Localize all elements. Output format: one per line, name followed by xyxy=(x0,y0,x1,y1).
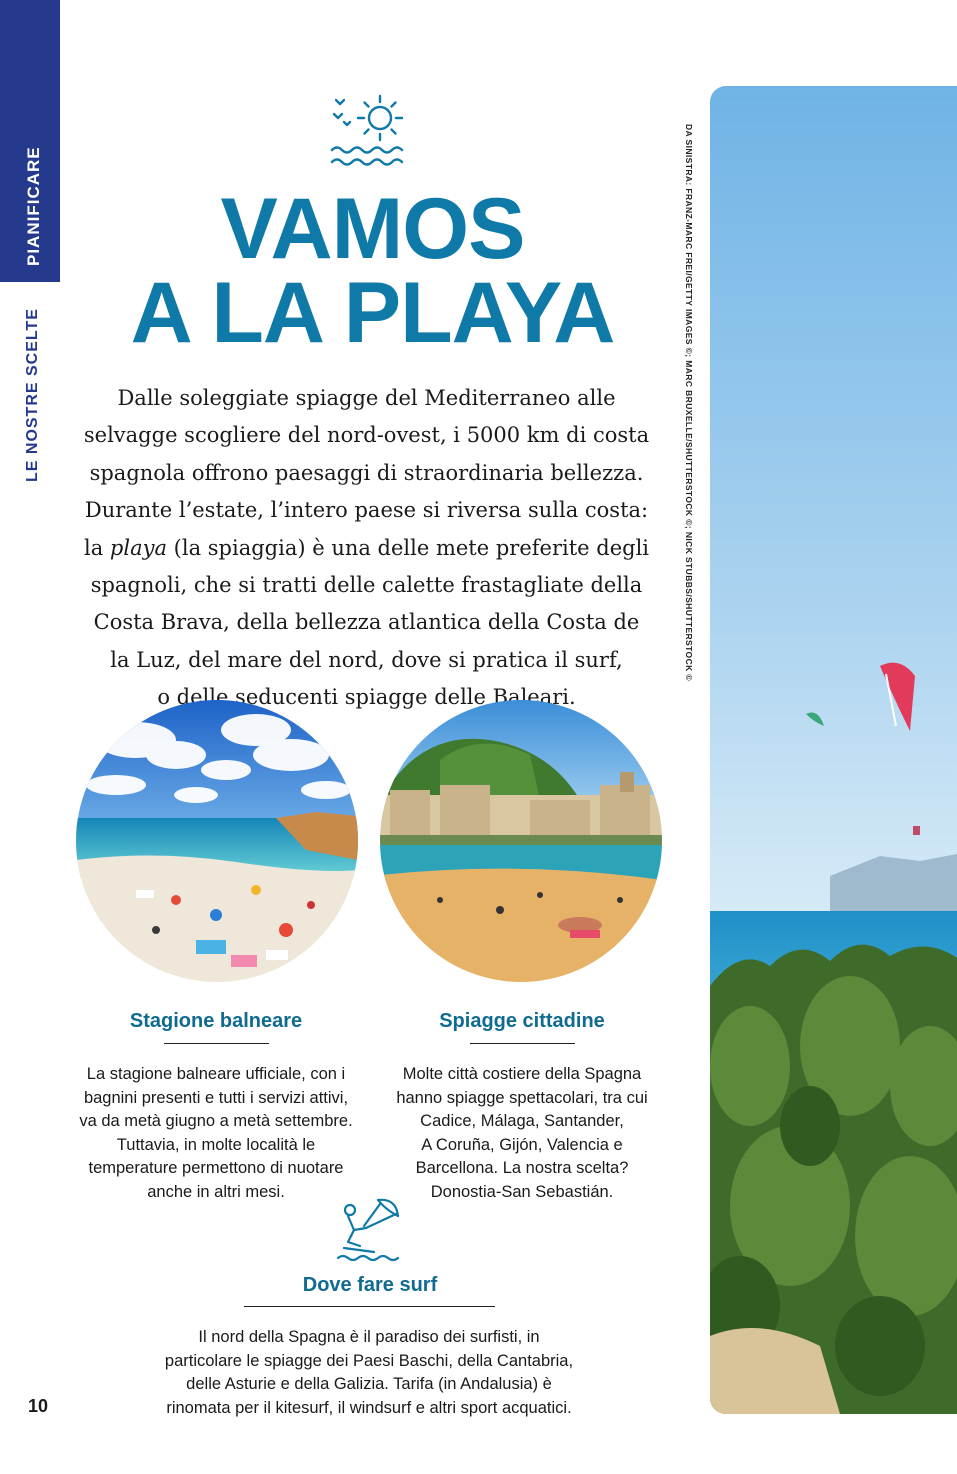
text-line: Il nord della Spagna è il paradiso dei surfisti, in xyxy=(198,1328,540,1346)
text-line: Cadice, Málaga, Santander, xyxy=(420,1112,624,1130)
section-text-cittadine xyxy=(372,1063,672,1204)
page-title-line-1: VAMOS xyxy=(220,181,525,277)
section-heading-stagione: Stagione balneare xyxy=(129,1010,303,1032)
beach-photo-san-sebastian xyxy=(380,700,662,982)
page-number: 10 xyxy=(28,1396,49,1416)
text-line: Donostia-San Sebastián. xyxy=(430,1182,614,1201)
intro-line: o delle seducenti spiagge delle Baleari. xyxy=(157,685,576,710)
kitesurf-beach-photo xyxy=(710,86,957,1414)
section-tab-label: PIANIFICARE xyxy=(24,146,43,266)
heading-divider xyxy=(244,1306,495,1307)
heading-divider xyxy=(164,1043,269,1044)
section-text-stagione xyxy=(66,1063,366,1204)
section-heading-cittadine: Spiagge cittadine xyxy=(439,1010,605,1032)
beach-photo-mediterranean xyxy=(76,700,358,982)
text-line: A Coruña, Gijón, Valencia e xyxy=(421,1135,623,1154)
heading-divider xyxy=(470,1043,575,1044)
text-line: particolare le spiagge dei Paesi Baschi, della Cantabria, xyxy=(164,1351,574,1370)
page-title-line-2: A LA PLAYA xyxy=(130,265,615,361)
sun-waves-icon xyxy=(326,92,414,176)
intro-line: Durante l’estate, l’intero paese si riversa sulla costa: xyxy=(84,498,649,523)
subsection-label: LE NOSTRE SCELTE xyxy=(24,308,41,482)
intro-paragraph xyxy=(64,380,669,717)
text-line: va da metà giugno a metà settembre. xyxy=(79,1112,353,1130)
text-line: temperature permettono di nuotare xyxy=(88,1159,344,1177)
text-line: Molte città costiere della Spagna xyxy=(402,1065,642,1083)
italic-term: playa xyxy=(109,535,167,560)
section-heading-surf: Dove fare surf xyxy=(302,1274,438,1296)
intro-line: Costa Brava, della bellezza atlantica della Costa de xyxy=(93,610,640,635)
section-text-surf xyxy=(129,1326,609,1420)
intro-line: la Luz, del mare del nord, dove si pratica il surf, xyxy=(110,647,623,672)
intro-line: Dalle soleggiate spiagge del Mediterraneo alle xyxy=(117,386,616,410)
kitesurfer-icon xyxy=(334,1196,404,1264)
text-line: Barcellona. La nostra scelta? xyxy=(415,1159,629,1177)
text-line: Tuttavia, in molte località le xyxy=(116,1135,316,1154)
text-line: hanno spiagge spettacolari, tra cui xyxy=(396,1088,648,1107)
photo-credit: DA SINISTRA: FRANZ-MARC FREI/GETTY IMAGES ©; MARC BRUXELLE/SHUTTERSTOCK ©; NICK STUBBS/SHUTTERSTOCK © xyxy=(684,124,694,682)
intro-line xyxy=(64,530,669,567)
intro-line: spagnola offrono paesaggi di straordinaria bellezza. xyxy=(89,460,644,485)
text-line: bagnini presenti e tutti i servizi attivi, xyxy=(83,1088,349,1107)
text-line: rinomata per il kitesurf, il windsurf e altri sport acquatici. xyxy=(166,1398,572,1417)
intro-text: (la spiaggia) è una delle mete preferite degli xyxy=(166,535,649,560)
text-line: anche in altri mesi. xyxy=(147,1182,285,1201)
intro-text: la xyxy=(83,535,110,560)
text-line: delle Asturie e della Galizia. Tarifa (in Andalusia) è xyxy=(186,1375,552,1393)
text-line: La stagione balneare ufficiale, con i xyxy=(86,1065,346,1083)
intro-line: spagnoli, che si tratti delle calette frastagliate della xyxy=(90,573,643,598)
intro-line: selvagge scogliere del nord-ovest, i 5000 km di costa xyxy=(83,423,650,448)
